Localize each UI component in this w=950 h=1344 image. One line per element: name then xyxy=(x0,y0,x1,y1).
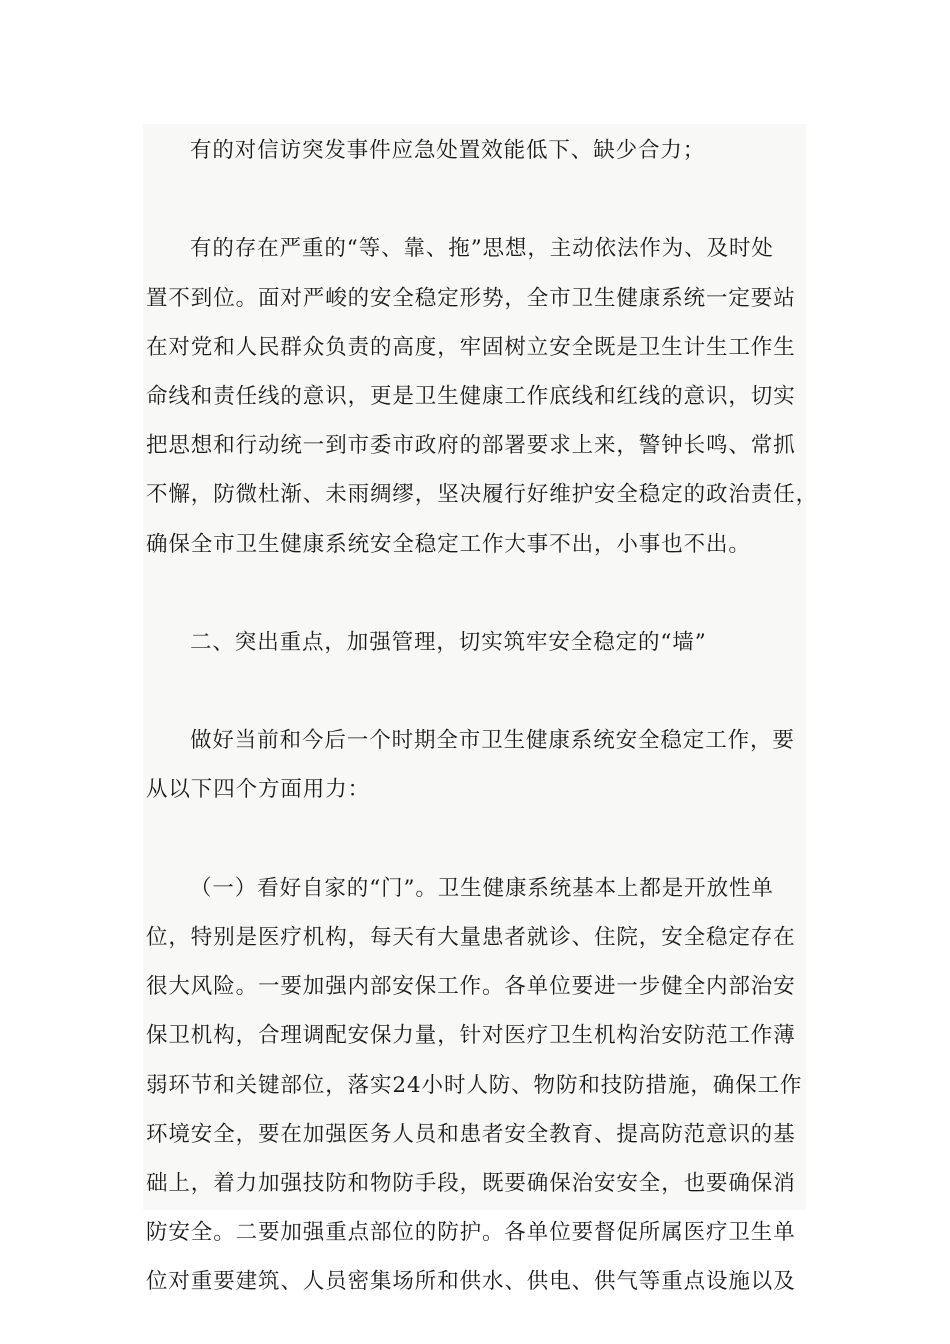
paragraph-line: 有的对信访突发事件应急处置效能低下、缺少合力； xyxy=(190,138,706,163)
paragraph-line: 保卫机构，合理调配安保力量，针对医疗卫生机构治安防范工作薄 xyxy=(146,1023,796,1049)
paragraph-line: 位，特别是医疗机构，每天有大量患者就诊、住院，安全稳定存在 xyxy=(146,925,796,950)
paragraph-line: 确保全市卫生健康系统安全稳定工作大事不出，小事也不出。 xyxy=(146,531,751,557)
paragraph-line: （一）看好自家的“门”。卫生健康系统基本上都是开放性单 xyxy=(190,875,774,901)
paragraph-line: 有的存在严重的“等、靠、拖”思想，主动依法作为、及时处 xyxy=(190,236,774,262)
section-heading: 二、突出重点，加强管理，切实筑牢安全稳定的“墙” xyxy=(190,629,707,655)
paragraph-line: 不懈，防微杜渐、未雨绸缪，坚决履行好维护安全稳定的政治责任， xyxy=(146,482,819,508)
paragraph-line: 从以下四个方面用力： xyxy=(146,777,371,803)
paragraph-line: 位对重要建筑、人员密集场所和供水、供电、供气等重点设施以及 xyxy=(146,1269,796,1295)
paragraph-gap xyxy=(146,175,806,224)
paragraph-line: 础上，着力加强技防和物防手段，既要确保治安安全，也要确保消 xyxy=(146,1170,796,1196)
paragraph-line: 防安全。二要加强重点部位的防护。各单位要督促所属医疗卫生单 xyxy=(146,1220,796,1246)
paragraph-gap xyxy=(146,667,806,716)
paragraph-line: 环境安全，要在加强医务人员和患者安全教育、提高防范意识的基 xyxy=(146,1121,796,1147)
document-text-block xyxy=(143,124,819,1295)
paragraph-line: 做好当前和今后一个时期全市卫生健康系统安全稳定工作，要 xyxy=(190,728,795,754)
paragraph-line: 弱环节和关键部位，落实24小时人防、物防和技防措施，确保工作 xyxy=(146,1072,803,1098)
paragraph-line: 很大风险。一要加强内部安保工作。各单位要进一步健全内部治安 xyxy=(146,974,796,1000)
paragraph-gap xyxy=(146,569,806,618)
paragraph-line: 命线和责任线的意识，更是卫生健康工作底线和红线的意识，切实 xyxy=(146,383,796,409)
paragraph-gap xyxy=(146,815,806,864)
paragraph-line: 在对党和人民群众负责的高度，牢固树立安全既是卫生计生工作生 xyxy=(146,334,796,360)
paragraph-line: 把思想和行动统一到市委市政府的部署要求上来，警钟长鸣、常抓 xyxy=(146,433,796,459)
paragraph-line: 置不到位。面对严峻的安全稳定形势，全市卫生健康系统一定要站 xyxy=(146,285,796,311)
